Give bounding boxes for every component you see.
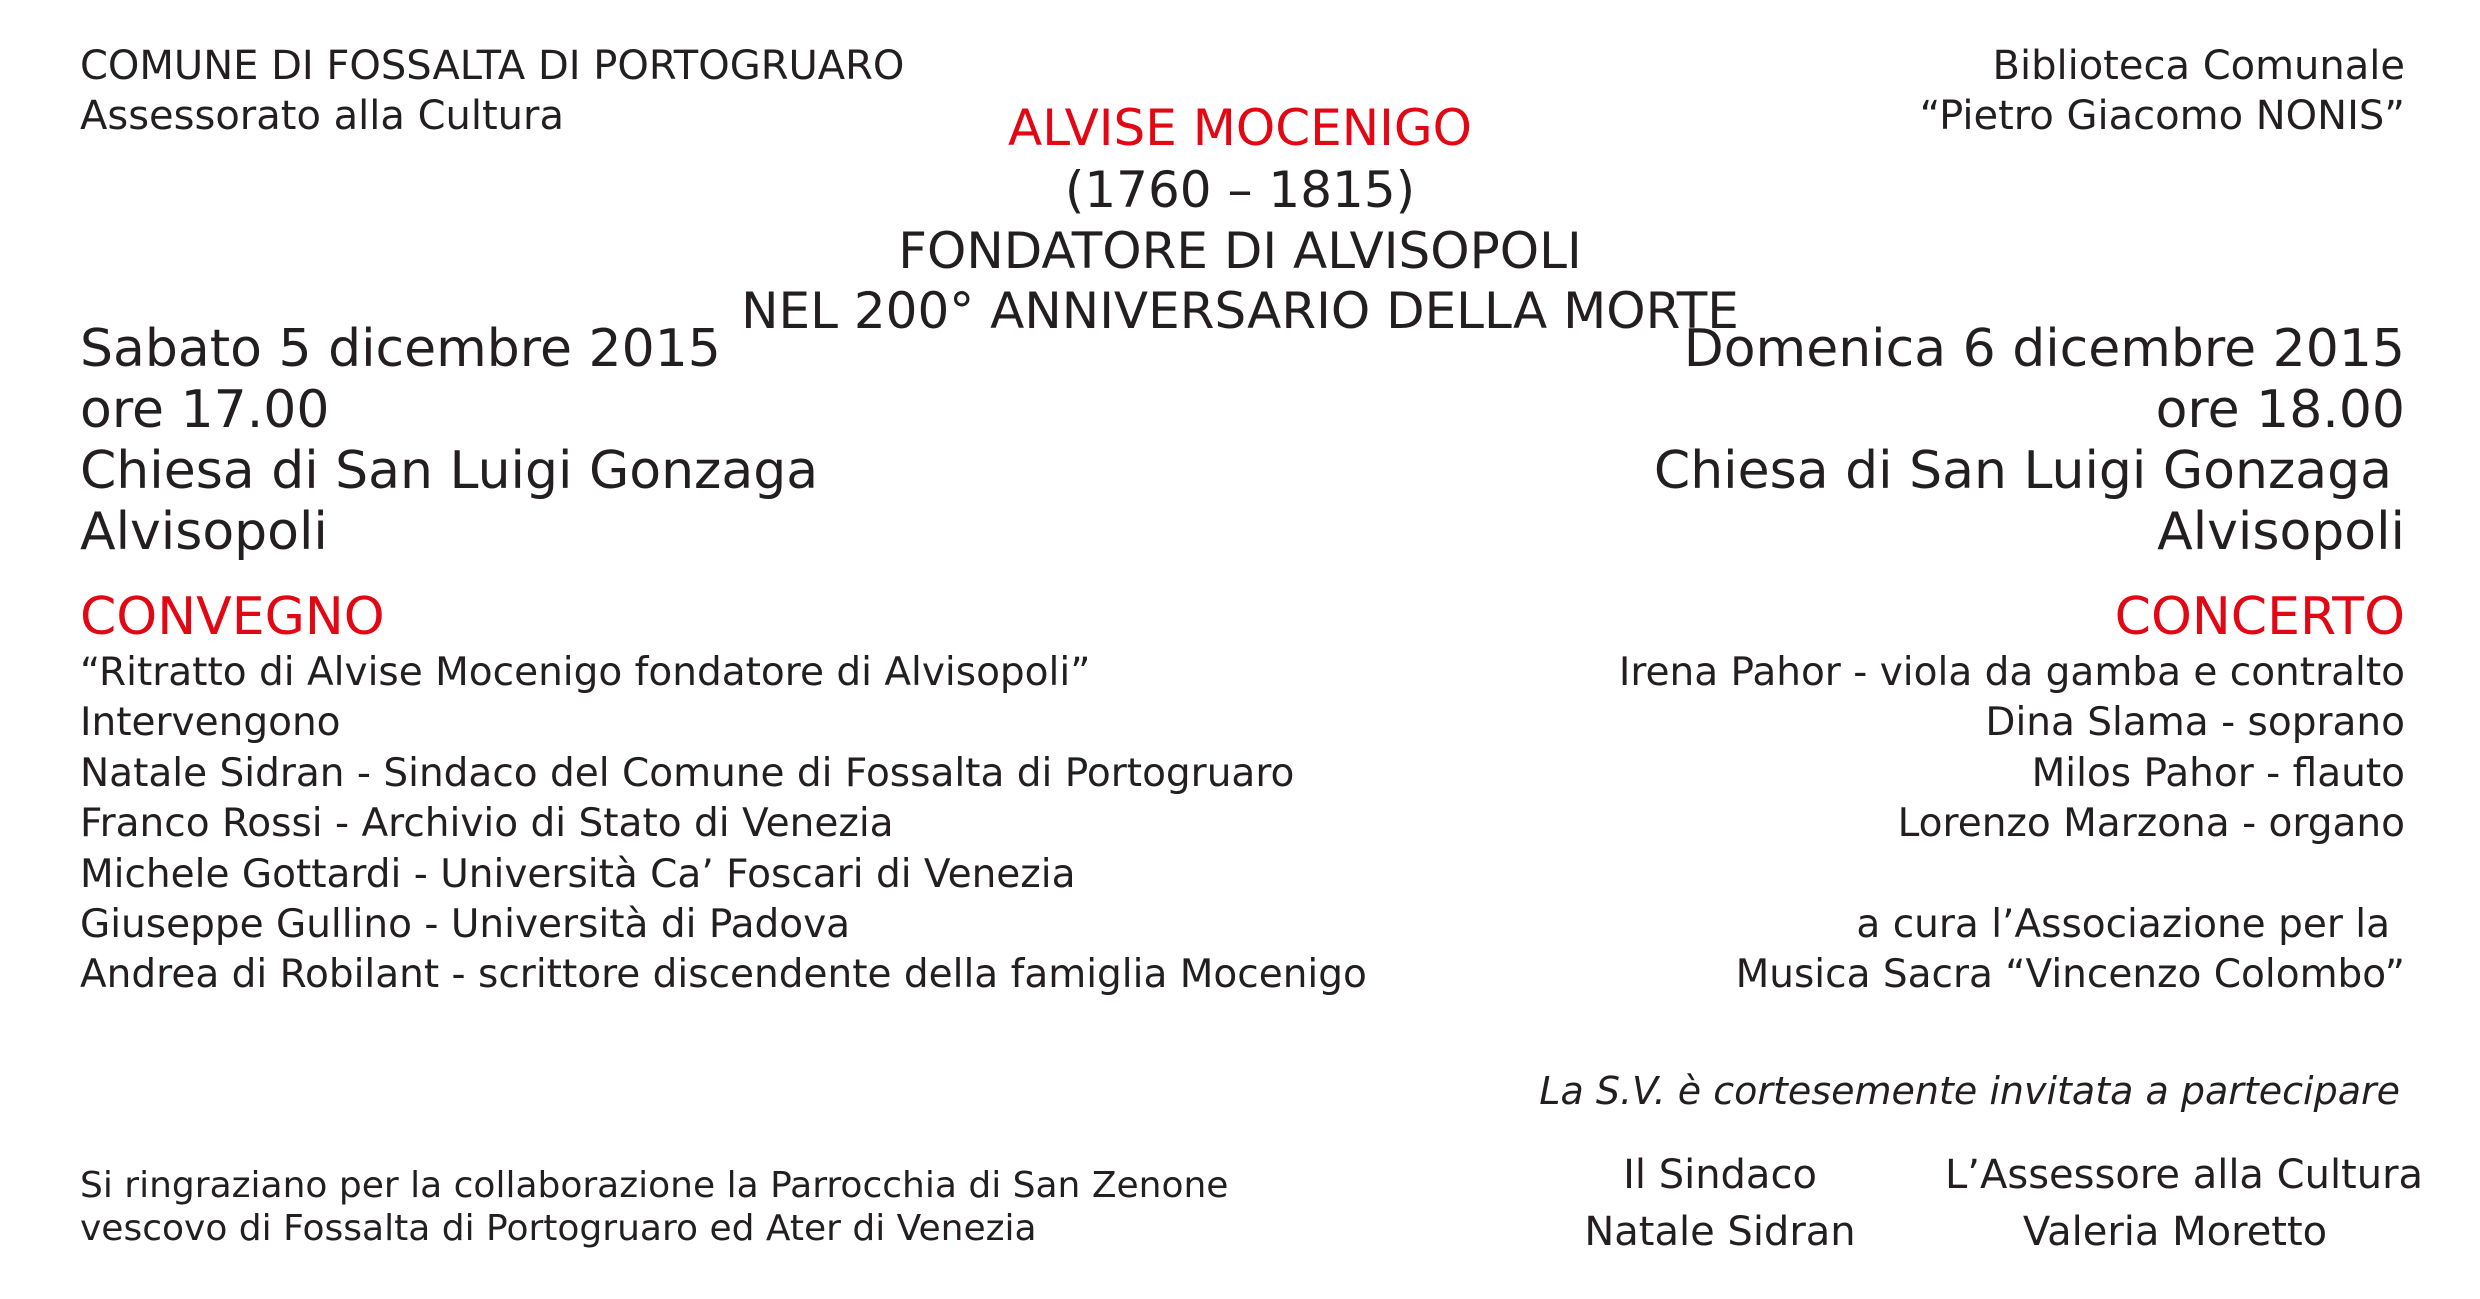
concerto-curator-line2: Musica Sacra “Vincenzo Colombo” — [1735, 952, 2405, 997]
title-years: (1760 – 1815) — [1064, 161, 1416, 219]
left-event-time: ore 17.00 — [80, 380, 330, 440]
thanks-line2: vescovo di Fossalta di Portogruaro ed Ater di Venezia — [80, 1208, 1037, 1249]
concerto-item: Irena Pahor - viola da gamba e contralto — [1618, 650, 2405, 695]
convegno-item: Michele Gottardi - Università Ca’ Foscari di Venezia — [80, 852, 1076, 897]
organizer-name: COMUNE DI FOSSALTA DI PORTOGRUARO — [80, 43, 905, 89]
right-event-place: Chiesa di San Luigi Gonzaga — [1653, 441, 2392, 501]
right-event-time: ore 18.00 — [2155, 380, 2405, 440]
left-event-town: Alvisopoli — [80, 502, 328, 562]
concerto-heading: CONCERTO — [2114, 587, 2405, 647]
right-event-date: Domenica 6 dicembre 2015 — [1683, 319, 2405, 379]
title-subtitle: FONDATORE DI ALVISOPOLI — [898, 222, 1582, 280]
convegno-item: Natale Sidran - Sindaco del Comune di Fossalta di Portogruaro — [80, 751, 1295, 796]
signature-name-mayor: Natale Sidran — [1584, 1209, 1856, 1255]
left-event-place: Chiesa di San Luigi Gonzaga — [80, 441, 819, 501]
title-name: ALVISE MOCENIGO — [1008, 99, 1472, 157]
convegno-item: Intervengono — [80, 700, 341, 745]
signature-role-assessor: L’Assessore alla Cultura — [1945, 1152, 2424, 1198]
thanks-line1: Si ringraziano per la collaborazione la Parrocchia di San Zenone — [80, 1165, 1229, 1206]
title-anniversary: NEL 200° ANNIVERSARIO DELLA MORTE — [741, 282, 1739, 340]
convegno-item: Andrea di Robilant - scrittore discendente della famiglia Mocenigo — [80, 952, 1367, 997]
convegno-item: “Ritratto di Alvise Mocenigo fondatore di Alvisopoli” — [80, 650, 1091, 695]
library-name: Biblioteca Comunale — [1992, 43, 2405, 89]
signature-role-mayor: Il Sindaco — [1623, 1152, 1817, 1198]
concerto-item: Dina Slama - soprano — [1985, 700, 2405, 745]
concerto-curator-line1: a cura l’Associazione per la — [1856, 902, 2390, 947]
invitation-text: La S.V. è cortesemente invitata a partecipare — [1539, 1069, 2400, 1113]
convegno-item: Giuseppe Gullino - Università di Padova — [80, 902, 851, 947]
left-event-date: Sabato 5 dicembre 2015 — [80, 319, 721, 379]
organizer-department: Assessorato alla Cultura — [80, 93, 564, 139]
concerto-item: Milos Pahor - flauto — [2031, 751, 2405, 796]
signature-name-assessor: Valeria Moretto — [2022, 1209, 2328, 1255]
concerto-item: Lorenzo Marzona - organo — [1897, 801, 2405, 846]
library-dedication: “Pietro Giacomo NONIS” — [1919, 93, 2405, 139]
convegno-item: Franco Rossi - Archivio di Stato di Venezia — [80, 801, 894, 846]
right-event-town: Alvisopoli — [2157, 502, 2405, 562]
convegno-heading: CONVEGNO — [80, 587, 385, 647]
